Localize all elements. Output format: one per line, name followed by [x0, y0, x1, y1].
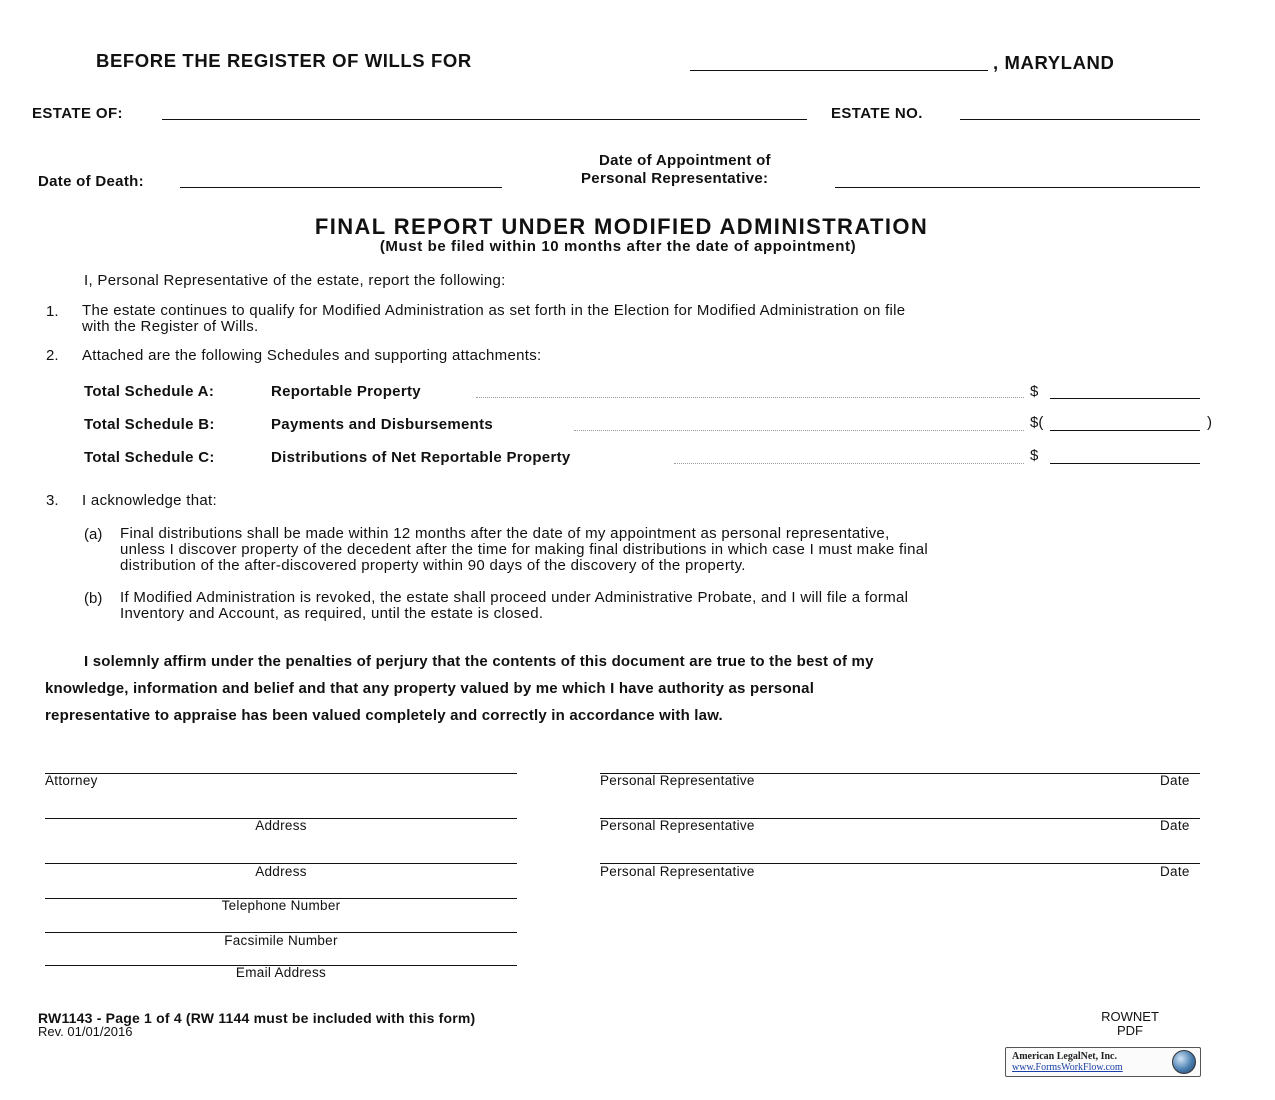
- item-1-number: 1.: [46, 303, 59, 320]
- address-label-1: Address: [255, 818, 307, 833]
- schedule-a-label: Total Schedule A:: [84, 383, 215, 400]
- pr-label-1: Personal Representative: [600, 773, 755, 788]
- intro-text: I, Personal Representative of the estate, report the following:: [84, 272, 506, 289]
- form-title: FINAL REPORT UNDER MODIFIED ADMINISTRATION: [314, 214, 929, 239]
- ack-a-line: Final distributions shall be made within 12 months after the date of my appointment as personal representative,: [120, 525, 890, 542]
- ack-a-label: (a): [84, 526, 103, 543]
- schedule-c-label: Total Schedule C:: [84, 449, 215, 466]
- american-legalnet-logo[interactable]: [1005, 1047, 1201, 1077]
- logo-url[interactable]: www.FormsWorkFlow.com: [1012, 1062, 1123, 1073]
- attorney-label: Attorney: [45, 773, 98, 788]
- item-1-line1: The estate continues to qualify for Modified Administration as set forth in the Election for Modified Administration on file: [82, 302, 906, 319]
- ack-a-line: unless I discover property of the decedent after the time for making final distributions in which case I must make final: [120, 541, 929, 558]
- appointment-label-line2: Personal Representative:: [581, 170, 769, 187]
- schedule-b-currency: $(: [1030, 414, 1044, 431]
- affirmation-line2: knowledge, information and belief and that any property valued by me which I have authority as personal: [45, 680, 815, 697]
- pr-label-2: Personal Representative: [600, 818, 755, 833]
- schedule-a-amount-field[interactable]: [1050, 398, 1200, 399]
- schedule-b-leader: [574, 430, 1024, 431]
- schedule-a-leader: [476, 397, 1024, 398]
- affirmation-line3: representative to appraise has been valued completely and correctly in accordance with law.: [45, 707, 723, 724]
- form-id: RW1143 - Page 1 of 4 (RW 1144 must be included with this form): [38, 1010, 476, 1026]
- pr-label-3: Personal Representative: [600, 864, 755, 879]
- schedule-c-amount-field[interactable]: [1050, 463, 1200, 464]
- revision-date: Rev. 01/01/2016: [38, 1024, 133, 1039]
- item-1-line2: with the Register of Wills.: [82, 318, 259, 335]
- item-2-number: 2.: [46, 347, 59, 364]
- ack-b-line: Inventory and Account, as required, until the estate is closed.: [120, 605, 544, 622]
- ack-b-text: [120, 590, 908, 622]
- date-of-death-field[interactable]: [180, 187, 502, 188]
- item-1-text: [82, 303, 905, 335]
- appointment-date-field[interactable]: [835, 187, 1200, 188]
- telephone-label: Telephone Number: [221, 898, 341, 913]
- estate-no-field[interactable]: [960, 119, 1200, 120]
- date-of-death-label: Date of Death:: [38, 173, 144, 190]
- ack-b-line: If Modified Administration is revoked, the estate shall proceed under Administrative Probate, and I will file a formal: [120, 589, 909, 606]
- ack-a-line: distribution of the after-discovered property within 90 days of the discovery of the property.: [120, 557, 746, 574]
- item-3-text: I acknowledge that:: [82, 492, 217, 509]
- item-3-number: 3.: [46, 492, 59, 509]
- county-field[interactable]: [690, 70, 988, 71]
- schedule-c-currency: $: [1030, 447, 1039, 464]
- email-label: Email Address: [235, 965, 327, 980]
- ack-a-text: [120, 526, 928, 574]
- item-2-text: Attached are the following Schedules and supporting attachments:: [82, 347, 542, 364]
- schedule-b-amount-field[interactable]: [1050, 430, 1200, 431]
- schedule-b-desc: Payments and Disbursements: [271, 416, 494, 433]
- pr-date-label-3: Date: [1160, 864, 1190, 879]
- facsimile-label: Facsimile Number: [224, 933, 338, 948]
- register-heading: BEFORE THE REGISTER OF WILLS FOR: [96, 50, 472, 71]
- schedule-c-desc: Distributions of Net Reportable Property: [271, 449, 571, 466]
- affirmation-line1: I solemnly affirm under the penalties of perjury that the contents of this document are true to the best of my: [84, 653, 874, 670]
- estate-of-label: ESTATE OF:: [32, 105, 123, 122]
- schedule-a-desc: Reportable Property: [271, 383, 421, 400]
- schedule-c-leader: [674, 463, 1024, 464]
- pr-date-label-2: Date: [1160, 818, 1190, 833]
- schedule-b-label: Total Schedule B:: [84, 416, 215, 433]
- estate-no-label: ESTATE NO.: [831, 105, 923, 122]
- address-label-2: Address: [255, 864, 307, 879]
- ack-b-label: (b): [84, 590, 103, 607]
- globe-icon: [1172, 1050, 1196, 1074]
- pdf-label: PDF: [1117, 1023, 1143, 1038]
- schedule-a-currency: $: [1030, 383, 1039, 400]
- form-subtitle: (Must be filed within 10 months after the date of appointment): [379, 238, 857, 255]
- state-label: , MARYLAND: [993, 52, 1115, 73]
- attorney-signature-line[interactable]: [45, 773, 517, 774]
- rownet-label: ROWNET: [1101, 1009, 1159, 1024]
- pr-date-label-1: Date: [1160, 773, 1190, 788]
- logo-company-name: American LegalNet, Inc.: [1012, 1051, 1117, 1062]
- schedule-b-close-paren: ): [1207, 414, 1212, 431]
- estate-of-field[interactable]: [162, 119, 807, 120]
- appointment-label-line1: Date of Appointment of: [599, 152, 771, 169]
